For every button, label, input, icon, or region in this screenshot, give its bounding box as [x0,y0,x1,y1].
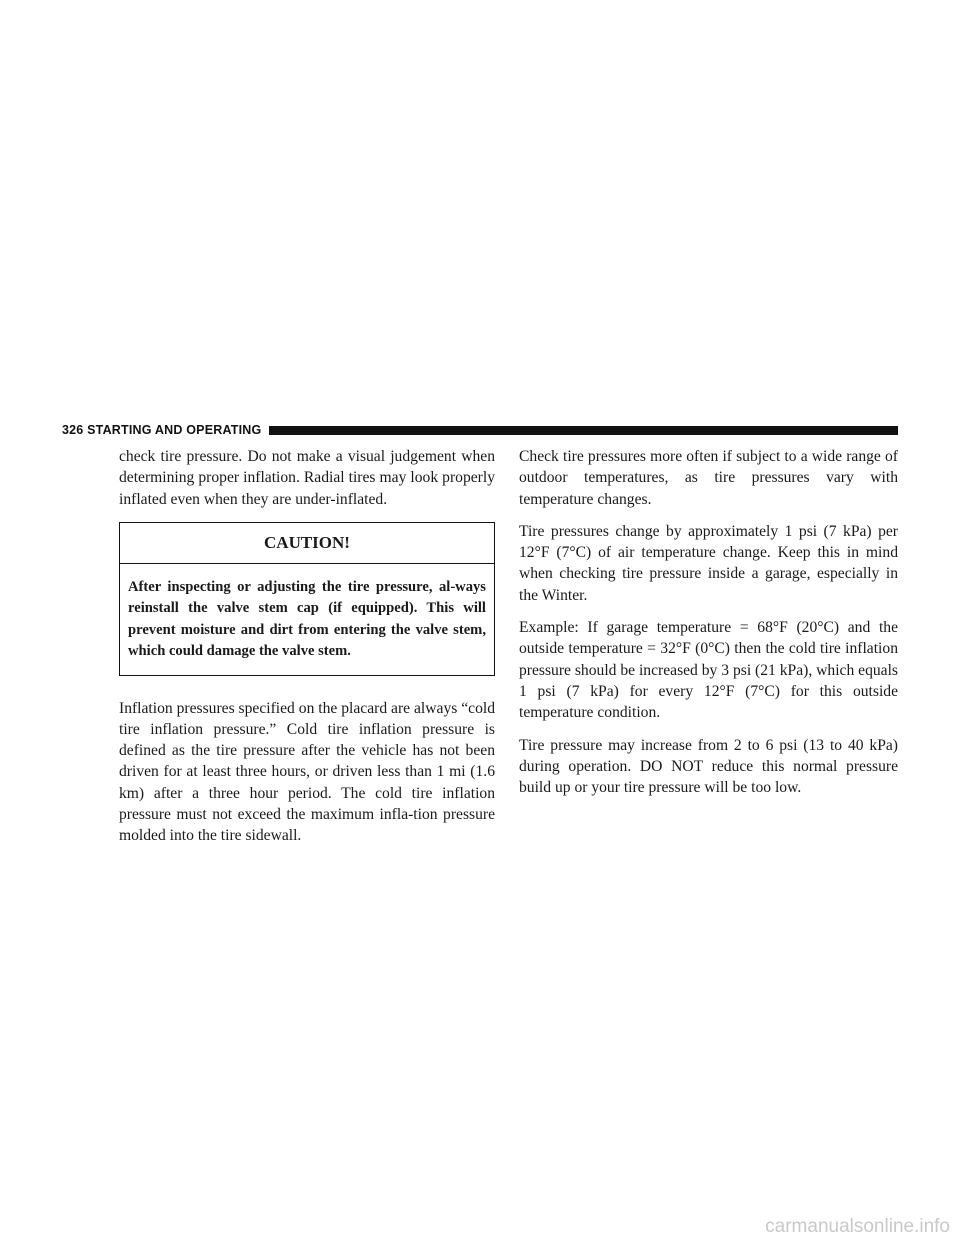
caution-title: CAUTION! [120,523,494,564]
paragraph-pressure-change: Tire pressures change by approximately 1 psi (7 kPa) per 12°F (7°C) of air temperature change. Keep this in mind when checking tire pressure inside a garage, especially in the Winter. [519,522,898,604]
watermark: carmanualsonline.info [765,1216,950,1237]
paragraph-operation-increase: Tire pressure may increase from 2 to 6 psi (13 to 40 kPa) during operation. DO NOT reduce this normal pressure build up or your tire pressure will be too low. [519,736,898,797]
left-column [119,446,495,858]
paragraph-check-often: Check tire pressures more often if subject to a wide range of outdoor temperatures, as tire pressures vary with temperature changes. [519,448,898,508]
caution-body: After inspecting or adjusting the tire pressure, al-ways reinstall the valve stem cap (if equipped). This will prevent moisture and dirt from entering the valve stem, which could damage the valve stem. [128,578,486,660]
paragraph-visual-judgement: check tire pressure. Do not make a visual judgement when determining proper inflation. Radial tires may look properly inflated even when they are under-inflated. [119,448,495,508]
page-number-section-title: 326 STARTING AND OPERATING [62,423,262,437]
right-column [519,446,898,809]
page-header [62,421,898,439]
paragraph-cold-inflation: Inflation pressures specified on the placard are always “cold tire inflation pressure.” Cold tire inflation pressure is defined as the tire pressure after the vehicle has not been driven for at least three hours, or driven less than 1 mi (1.6 km) after a three hour period. The cold tire inflation pressure must not exceed the maximum infla-tion pressure molded into the tire sidewall. [119,699,495,845]
caution-box [119,522,495,676]
paragraph-example: Example: If garage temperature = 68°F (20°C) and the outside temperature = 32°F (0°C) then the cold tire inflation pressure should be increased by 3 psi (21 kPa), which equals 1 psi (7 kPa) for every 12°F (7°C) for this outside temperature condition. [519,619,898,722]
header-rule [269,426,898,435]
